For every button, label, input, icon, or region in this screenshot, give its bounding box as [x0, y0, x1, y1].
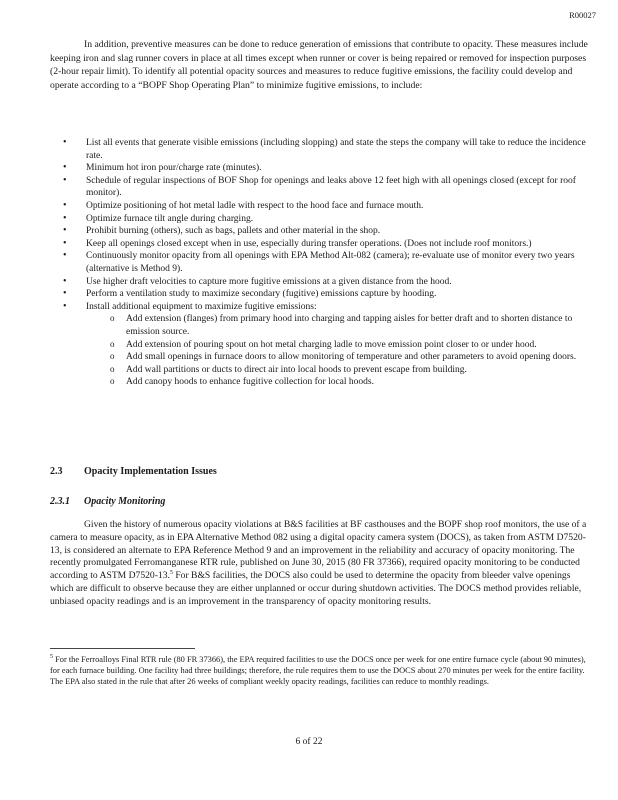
footnote-reference: 5 — [169, 570, 173, 576]
document-id: R00027 — [569, 10, 596, 20]
subsection-title: Opacity Monitoring — [84, 496, 166, 507]
bullet-list — [50, 137, 596, 389]
footnote-divider — [50, 648, 195, 649]
body-paragraph — [50, 519, 596, 609]
intro-paragraph: In addition, preventive measures can be done to reduce generation of emissions that contribute to opacity. These measures include keeping iron and slag runner covers in place at all times except when runner or cover is being repaired or removed for inspection purposes (2-hour repair limit). To identify all potential opacity sources and measures to reduce fugitive emissions, the facility could develop and operate according to a “BOPF Shop Operating Plan” to minimize fugitive emissions, to include: — [50, 39, 588, 91]
section-number: 2.3 — [50, 466, 63, 477]
bullet-item: • Optimize positioning of hot metal ladle with respect to the hood face and furnace mouth. — [50, 200, 596, 213]
section-heading — [50, 466, 217, 477]
footnote-marker: 5 — [50, 654, 53, 661]
subsection-heading — [50, 496, 165, 507]
section-title: Opacity Implementation Issues — [84, 466, 217, 477]
sub-bullet-item: o Add wall partitions or ducts to direct air into local hoods to prevent escape from building. — [86, 364, 596, 377]
bullet-item: • Continuously monitor opacity from all openings with EPA Method Alt-082 (camera); re-evaluate use of monitor every two years (alternative is Method 9). — [50, 250, 596, 275]
sub-bullet-item: o Add extension of pouring spout on hot metal charging ladle to move emission point closer to or under hood. — [86, 339, 596, 352]
bullet-item: • Minimum hot iron pour/charge rate (minutes). — [50, 162, 596, 175]
footnote-text: For the Ferroalloys Final RTR rule (80 FR 37366), the EPA required facilities to use the DOCS once per week for one entire furnace cycle (about 90 minutes), for each furnace building. One facility had three buildings; therefore, the rule requires them to use the DOCS about 270 minutes per week for the entire facility. The EPA also stated in the rule that after 26 weeks of compliant weekly opacity readings, facilities can reduce to monthly readings. — [50, 655, 586, 686]
footnote — [50, 654, 596, 687]
bullet-item: • Optimize furnace tilt angle during charging. — [50, 213, 596, 226]
sub-bullet-item: o Add extension (flanges) from primary hood into charging and tapping aisles for better draft and to shorten distance to emission source. — [86, 313, 596, 338]
bullet-item: • Use higher draft velocities to capture more fugitive emissions at a given distance from the hood. — [50, 276, 596, 289]
bullet-item-equipment — [50, 301, 596, 389]
bullet-item-text: Install additional equipment to maximize fugitive emissions: — [86, 301, 317, 312]
sub-bullet-item: o Add canopy hoods to enhance fugitive collection for local hoods. — [86, 376, 596, 389]
body-text-part1: Given the history of numerous opacity violations at B&S facilities at BF casthouses and the BOPF shop roof monitors, the use of a camera to measure opacity, as in EPA Alternative Method 082 using a digital opacity camera system (DOCS), as taken from ASTM D7520-13, is considered an alternate to EPA Reference Method 9 and an improvement in the reliability and accuracy of opacity monitoring. The recently promulgated Ferromanganese RTR rule, published on June 30, 2015 (80 FR 37366), required opacity monitoring to be conducted according to ASTM D7520-13. — [50, 519, 587, 582]
subsection-number: 2.3.1 — [50, 496, 70, 507]
bullet-item: • Perform a ventilation study to maximize secondary (fugitive) emissions capture by hooding. — [50, 288, 596, 301]
bullet-item: • Schedule of regular inspections of BOF Shop for openings and leaks above 12 feet high with all openings closed (except for roof monitor). — [50, 175, 596, 200]
bullet-item: • List all events that generate visible emissions (including slopping) and state the steps the company will take to reduce the incidence rate. — [50, 137, 596, 162]
body-text-part2: For B&S facilities, the DOCS also could be used to determine the opacity from bleeder valve openings which are difficult to observe because they are either unplanned or occur during shutdown activities. The DOCS method provides reliable, unbiased opacity readings and is an improvement in the transparency of opacity monitoring results. — [50, 570, 582, 607]
sub-bullet-item: o Add small openings in furnace doors to allow monitoring of temperature and other parameters to avoid opening doors. — [86, 351, 596, 364]
sub-bullet-list — [86, 313, 596, 389]
bullet-item: • Keep all openings closed except when in use, especially during transfer operations. (Does not include roof monitors.) — [50, 238, 596, 251]
page-number: 6 of 22 — [295, 737, 323, 747]
bullet-item: • Prohibit burning (others), such as bags, pallets and other material in the shop. — [50, 225, 596, 238]
